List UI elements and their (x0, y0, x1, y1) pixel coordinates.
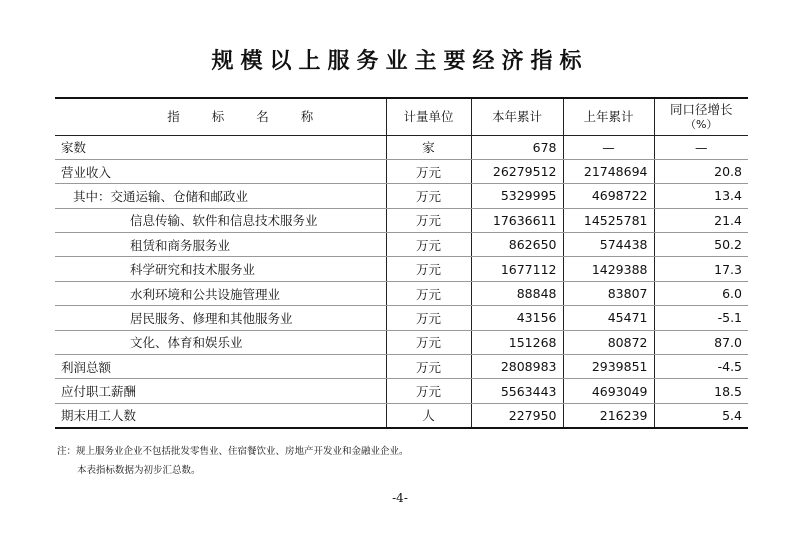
header-previous: 上年累计 (563, 98, 654, 135)
row-unit: 万元 (386, 257, 471, 281)
row-previous: 2939851 (563, 355, 654, 379)
table-row (55, 379, 748, 403)
table-row (55, 233, 748, 257)
row-previous: 574438 (563, 233, 654, 257)
row-name: 营业收入 (55, 159, 386, 183)
row-current: 5563443 (471, 379, 563, 403)
row-name: 家数 (55, 135, 386, 159)
row-growth: 6.0 (654, 281, 748, 305)
row-unit: 万元 (386, 281, 471, 305)
row-name: 科学研究和技术服务业 (55, 257, 386, 281)
row-previous: 80872 (563, 330, 654, 354)
row-growth: 18.5 (654, 379, 748, 403)
row-growth: -4.5 (654, 355, 748, 379)
row-previous: 45471 (563, 306, 654, 330)
row-growth: 20.8 (654, 159, 748, 183)
header-name: 指 标 名 称 (55, 98, 386, 135)
row-unit: 万元 (386, 184, 471, 208)
row-name: 其中：交通运输、仓储和邮政业 (55, 184, 386, 208)
row-current: 43156 (471, 306, 563, 330)
header-current: 本年累计 (471, 98, 563, 135)
row-previous: 1429388 (563, 257, 654, 281)
row-unit: 万元 (386, 379, 471, 403)
row-current: 17636611 (471, 208, 563, 232)
row-name: 水利环境和公共设施管理业 (55, 281, 386, 305)
table-notes (57, 442, 409, 480)
row-unit: 人 (386, 403, 471, 427)
row-previous: 216239 (563, 403, 654, 427)
row-previous: 14525781 (563, 208, 654, 232)
header-growth-label: 同口径增长 (669, 101, 733, 117)
row-growth: 21.4 (654, 208, 748, 232)
row-current: 1677112 (471, 257, 563, 281)
row-unit: 万元 (386, 306, 471, 330)
row-growth: 87.0 (654, 330, 748, 354)
row-unit: 万元 (386, 208, 471, 232)
row-growth: 17.3 (654, 257, 748, 281)
indicator-table (55, 97, 748, 429)
row-name: 租赁和商务服务业 (55, 233, 386, 257)
table-row (55, 184, 748, 208)
row-current: 227950 (471, 403, 563, 427)
table-row (55, 306, 748, 330)
note-line-1: 注：规上服务业企业不包括批发零售业、住宿餐饮业、房地产开发业和金融业企业。 (57, 446, 409, 457)
table-row (55, 159, 748, 183)
row-growth: -5.1 (654, 306, 748, 330)
header-growth (654, 98, 748, 135)
row-current: 88848 (471, 281, 563, 305)
row-growth: — (654, 135, 748, 159)
note-line-2: 本表指标数据为初步汇总数。 (77, 465, 201, 476)
row-name: 信息传输、软件和信息技术服务业 (55, 208, 386, 232)
row-unit: 万元 (386, 330, 471, 354)
row-previous: 21748694 (563, 159, 654, 183)
row-unit: 万元 (386, 355, 471, 379)
row-name: 应付职工薪酬 (55, 379, 386, 403)
header-unit: 计量单位 (386, 98, 471, 135)
header-growth-unit: （%） (685, 117, 718, 131)
row-current: 2808983 (471, 355, 563, 379)
row-growth: 13.4 (654, 184, 748, 208)
row-growth: 5.4 (654, 403, 748, 427)
row-previous: — (563, 135, 654, 159)
table-row (55, 208, 748, 232)
row-current: 26279512 (471, 159, 563, 183)
table-row (55, 355, 748, 379)
table-row (55, 257, 748, 281)
row-growth: 50.2 (654, 233, 748, 257)
row-name: 利润总额 (55, 355, 386, 379)
row-unit: 家 (386, 135, 471, 159)
row-unit: 万元 (386, 233, 471, 257)
row-current: 151268 (471, 330, 563, 354)
row-previous: 83807 (563, 281, 654, 305)
row-name: 期末用工人数 (55, 403, 386, 427)
row-previous: 4693049 (563, 379, 654, 403)
row-current: 862650 (471, 233, 563, 257)
page-number: -4- (392, 491, 408, 505)
row-current: 678 (471, 135, 563, 159)
table-row (55, 135, 748, 159)
row-unit: 万元 (386, 159, 471, 183)
table-row (55, 330, 748, 354)
row-name: 居民服务、修理和其他服务业 (55, 306, 386, 330)
page-title: 规模以上服务业主要经济指标 (211, 49, 589, 74)
row-name: 文化、体育和娱乐业 (55, 330, 386, 354)
row-current: 5329995 (471, 184, 563, 208)
row-previous: 4698722 (563, 184, 654, 208)
table-row (55, 403, 748, 427)
table-row (55, 281, 748, 305)
table-header-row (55, 98, 748, 135)
